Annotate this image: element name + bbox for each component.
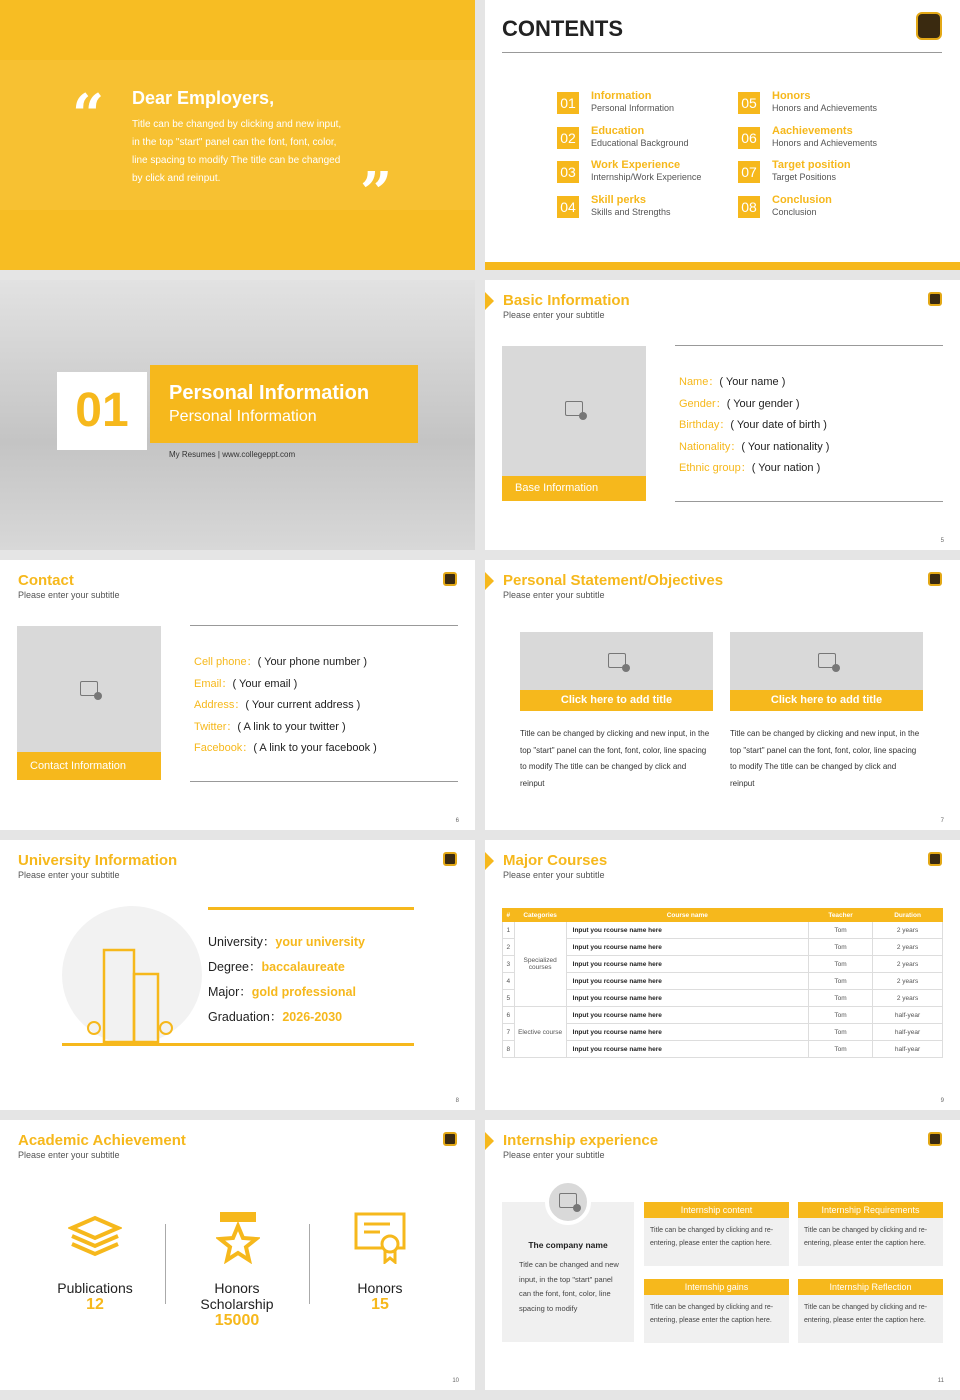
contents-item-subtitle: Educational Background xyxy=(591,137,689,148)
row-number: 6 xyxy=(503,1007,515,1024)
page-number: 5 xyxy=(940,538,944,544)
table-header-cell: Teacher xyxy=(809,909,873,922)
slide-subtitle: Please enter your subtitle xyxy=(503,870,605,880)
row-number: 2 xyxy=(503,939,515,956)
contents-item-subtitle: Honors and Achievements xyxy=(772,137,878,148)
field-value[interactable]: ( Your date of birth ) xyxy=(730,419,827,431)
achievement-item xyxy=(182,1280,292,1330)
slide-section-01[interactable] xyxy=(0,280,475,550)
university-row xyxy=(208,930,365,955)
contents-item-title: Target position xyxy=(772,159,851,171)
duration-cell: 2 years xyxy=(873,990,943,1007)
teacher-cell: Tom xyxy=(809,1024,873,1041)
duration-cell: half-year xyxy=(873,1024,943,1041)
row-value: your university xyxy=(275,935,365,949)
section-number: 01 xyxy=(57,372,147,450)
contents-item-subtitle: Internship/Work Experience xyxy=(591,172,702,182)
lion-logo-icon xyxy=(443,852,457,866)
row-value: baccalaureate xyxy=(261,960,345,974)
table-row xyxy=(503,1024,943,1041)
row-value: 2026-2030 xyxy=(282,1010,343,1024)
slide-subtitle: Please enter your subtitle xyxy=(18,870,120,880)
lion-logo-icon xyxy=(443,1132,457,1146)
field-row xyxy=(679,372,859,394)
books-icon xyxy=(68,1214,122,1260)
contents-item-number: 07 xyxy=(738,161,760,183)
achievement-label: Publications xyxy=(57,1280,133,1296)
caption-bar: Contact Information xyxy=(17,752,161,780)
table-row xyxy=(503,990,943,1007)
card-image-placeholder[interactable] xyxy=(730,632,923,690)
field-label: Gender： xyxy=(679,397,727,410)
add-image-icon xyxy=(608,653,626,668)
slide-dear-employers[interactable] xyxy=(0,0,475,270)
row-number: 3 xyxy=(503,956,515,973)
open-quote-icon: “ xyxy=(72,82,105,148)
teacher-cell: Tom xyxy=(809,990,873,1007)
company-text: Title can be changed and new input, in the top "start" panel can the font, font, color, line spacing to modify xyxy=(519,1260,619,1313)
table-header-row xyxy=(503,909,943,922)
page-number: 10 xyxy=(452,1378,459,1384)
card-text: Title can be changed by clicking and new input, in the top "start" panel can the font, font, color, line spacing to modify The title can be changed by click and reinput xyxy=(520,729,710,788)
field-value[interactable]: ( Your phone number ) xyxy=(257,656,368,668)
course-name-cell[interactable]: Input you rcourse name here xyxy=(566,1007,808,1024)
field-row xyxy=(679,415,859,437)
field-label: Cell phone： xyxy=(194,656,258,668)
contents-item-title: Work Experience xyxy=(591,159,681,171)
internship-box-text: Title can be changed by clicking and re-entering, please enter the caption here. xyxy=(650,1227,774,1247)
field-label: Nationality： xyxy=(679,440,742,453)
field-row xyxy=(679,437,859,459)
lion-logo-icon xyxy=(928,572,942,586)
close-quote-icon: ” xyxy=(360,160,393,226)
field-row xyxy=(194,674,454,696)
slide-academic-achievement[interactable] xyxy=(0,1120,475,1390)
divider xyxy=(165,1224,166,1304)
achievement-label: Honors xyxy=(357,1280,403,1296)
company-name: The company name xyxy=(528,1240,608,1250)
title-arrow-icon xyxy=(485,852,494,870)
top-rule xyxy=(208,907,414,910)
company-logo-placeholder[interactable] xyxy=(545,1179,591,1225)
slide-internship-experience[interactable] xyxy=(485,1120,960,1390)
field-row xyxy=(194,652,454,674)
teacher-cell: Tom xyxy=(809,956,873,973)
divider xyxy=(190,625,458,626)
teacher-cell: Tom xyxy=(809,1041,873,1058)
building-icon xyxy=(80,940,180,1046)
lion-logo-icon xyxy=(916,12,942,40)
contents-item-title: Information xyxy=(591,90,652,102)
slide-subtitle: Please enter your subtitle xyxy=(18,1150,120,1160)
page-number: 7 xyxy=(940,818,944,824)
duration-cell: 2 years xyxy=(873,973,943,990)
course-name-cell[interactable]: Input you rcourse name here xyxy=(566,1041,808,1058)
table-row xyxy=(503,1041,943,1058)
internship-box xyxy=(644,1279,789,1343)
row-value: gold professional xyxy=(251,985,356,999)
certificate-icon xyxy=(354,1212,406,1264)
slide-subtitle: Please enter your subtitle xyxy=(18,590,120,600)
field-row xyxy=(679,394,859,416)
divider xyxy=(190,781,458,782)
slide-heading: Dear Employers, xyxy=(132,88,275,108)
duration-cell: half-year xyxy=(873,1007,943,1024)
title-arrow-icon xyxy=(485,292,494,310)
slide-subtitle: Please enter your subtitle xyxy=(503,310,605,320)
add-image-icon xyxy=(80,681,98,696)
internship-box-title: Internship gains xyxy=(644,1279,789,1295)
row-number: 4 xyxy=(503,973,515,990)
divider xyxy=(309,1224,310,1304)
field-value[interactable]: ( Your gender ) xyxy=(726,397,800,410)
field-value[interactable]: ( Your name ) xyxy=(719,376,786,388)
card-text: Title can be changed by clicking and new input, in the top "start" panel can the font, font, color, line spacing to modify The title can be changed by click and reinput xyxy=(730,729,920,788)
internship-box-title: Internship Reflection xyxy=(798,1279,943,1295)
course-name-cell[interactable]: Input you rcourse name here xyxy=(566,973,808,990)
row-number: 1 xyxy=(503,922,515,939)
field-value[interactable]: ( A link to your facebook ) xyxy=(253,742,377,754)
field-label: Ethnic group： xyxy=(679,462,752,474)
university-row xyxy=(208,955,365,980)
internship-box xyxy=(798,1202,943,1266)
course-name-cell[interactable]: Input you rcourse name here xyxy=(566,1024,808,1041)
course-name-cell[interactable]: Input you rcourse name here xyxy=(566,939,808,956)
field-value[interactable]: ( A link to your twitter ) xyxy=(237,720,346,733)
contents-item-number: 01 xyxy=(557,92,579,114)
table-header-cell: Duration xyxy=(873,909,943,922)
slide-contents[interactable] xyxy=(485,0,960,270)
row-label: Graduation： xyxy=(208,1010,283,1024)
teacher-cell: Tom xyxy=(809,1007,873,1024)
image-placeholder[interactable] xyxy=(17,626,161,752)
internship-box-title: Internship content xyxy=(644,1202,789,1218)
table-header-cell: Categories xyxy=(514,909,566,922)
lion-logo-icon xyxy=(443,572,457,586)
slide-personal-statement[interactable] xyxy=(485,560,960,830)
add-image-icon xyxy=(818,653,836,668)
achievement-label: Honors Scholarship xyxy=(200,1280,274,1312)
university-row xyxy=(208,980,365,1005)
table-row xyxy=(503,1007,943,1024)
contents-item-number: 03 xyxy=(557,161,579,183)
slide-body: Title can be changed by clicking and new input, in the top "start" panel can the font, font, color, line spacing to modify The title can be changed by click and reinput. xyxy=(132,119,342,184)
field-label: Email： xyxy=(194,677,233,690)
duration-cell: 2 years xyxy=(873,922,943,939)
contents-item-number: 08 xyxy=(738,196,760,218)
duration-cell: half-year xyxy=(873,1041,943,1058)
field-row xyxy=(194,717,454,739)
slide-subtitle: Please enter your subtitle xyxy=(503,1150,605,1160)
contents-item-number: 05 xyxy=(738,92,760,114)
course-name-cell[interactable]: Input you rcourse name here xyxy=(566,990,808,1007)
field-value[interactable]: ( Your current address ) xyxy=(245,699,361,711)
category-cell: Specialized courses xyxy=(514,922,566,1007)
table-header-cell: Course name xyxy=(566,909,808,922)
slide-title: Personal Statement/Objectives xyxy=(503,572,724,589)
divider xyxy=(675,345,943,346)
title-arrow-icon xyxy=(485,1132,494,1150)
contents-item-title: Conclusion xyxy=(772,193,832,206)
bottom-rule xyxy=(62,1043,414,1046)
internship-box-text: Title can be changed by clicking and re-entering, please enter the caption here. xyxy=(804,1304,928,1324)
section-title: Personal Information xyxy=(169,382,370,404)
field-row xyxy=(194,738,454,760)
card-title-button[interactable]: Click here to add title xyxy=(520,690,713,711)
slide-title: Academic Achievement xyxy=(18,1132,186,1149)
row-label: Major： xyxy=(208,985,252,999)
internship-box-text: Title can be changed by clicking and re-entering, please enter the caption here. xyxy=(804,1227,928,1247)
field-value[interactable]: ( Your email ) xyxy=(232,677,298,690)
internship-box xyxy=(644,1202,789,1266)
slide-basic-information[interactable] xyxy=(485,280,960,550)
row-number: 5 xyxy=(503,990,515,1007)
card-image-placeholder[interactable] xyxy=(520,632,713,690)
field-value[interactable]: ( Your nation ) xyxy=(751,462,821,474)
field-label: Address： xyxy=(194,699,246,711)
field-label: Name： xyxy=(679,376,720,388)
teacher-cell: Tom xyxy=(809,922,873,939)
contents-title: CONTENTS xyxy=(502,16,623,41)
field-value[interactable]: ( Your nationality ) xyxy=(741,440,830,453)
contents-item-title: Skill perks xyxy=(591,193,647,206)
table-row xyxy=(503,956,943,973)
courses-table xyxy=(502,908,943,1058)
contents-item-number: 04 xyxy=(557,196,579,218)
university-row xyxy=(208,1005,365,1030)
field-row xyxy=(679,458,859,480)
row-number: 8 xyxy=(503,1041,515,1058)
achievement-item xyxy=(325,1280,435,1314)
contents-item-number: 06 xyxy=(738,127,760,149)
slide-subtitle: Please enter your subtitle xyxy=(503,590,605,600)
page-number: 8 xyxy=(455,1098,459,1104)
add-image-icon xyxy=(565,401,583,416)
category-cell: Elective course xyxy=(514,1007,566,1058)
achievement-item xyxy=(40,1280,150,1314)
image-placeholder[interactable] xyxy=(502,346,646,476)
internship-box xyxy=(798,1279,943,1343)
contents-item-title: Aachievements xyxy=(772,124,853,137)
medal-star-icon xyxy=(216,1210,260,1264)
contents-item-subtitle: Personal Information xyxy=(591,103,675,113)
table-row xyxy=(503,922,943,939)
field-row xyxy=(194,695,454,717)
course-name-cell[interactable]: Input you rcourse name here xyxy=(566,922,808,939)
internship-box-text: Title can be changed by clicking and re-entering, please enter the caption here. xyxy=(650,1304,774,1324)
row-label: University： xyxy=(208,935,276,949)
divider xyxy=(675,501,943,502)
achievement-value: 12 xyxy=(86,1296,104,1313)
page-number: 6 xyxy=(455,818,459,824)
lion-logo-icon xyxy=(928,292,942,306)
slide-university-information[interactable] xyxy=(0,840,475,1110)
contents-item-title: Honors xyxy=(772,90,811,102)
bottom-bar xyxy=(485,262,960,270)
contents-item-subtitle: Target Positions xyxy=(772,172,837,182)
add-image-icon xyxy=(559,1193,577,1208)
duration-cell: 2 years xyxy=(873,939,943,956)
slide-contact[interactable] xyxy=(0,560,475,830)
course-name-cell[interactable]: Input you rcourse name here xyxy=(566,956,808,973)
lion-logo-icon xyxy=(928,852,942,866)
field-label: Facebook： xyxy=(194,742,254,754)
slide-title: Basic Information xyxy=(503,292,630,309)
page-number: 11 xyxy=(937,1378,944,1384)
row-label: Degree： xyxy=(208,960,262,974)
basic-fields xyxy=(679,372,859,480)
caption-bar: Base Information xyxy=(502,476,646,501)
lion-logo-icon xyxy=(928,1132,942,1146)
field-label: Twitter： xyxy=(194,720,238,733)
table-header-cell: # xyxy=(503,909,515,922)
contact-fields xyxy=(194,652,454,760)
field-label: Birthday： xyxy=(679,419,731,431)
slide-major-courses[interactable] xyxy=(485,840,960,1110)
table-row xyxy=(503,939,943,956)
row-number: 7 xyxy=(503,1024,515,1041)
internship-box-title: Internship Requirements xyxy=(798,1202,943,1218)
table-row xyxy=(503,973,943,990)
slide-title: Internship experience xyxy=(503,1132,659,1149)
university-rows xyxy=(208,930,365,1030)
contents-item-subtitle: Conclusion xyxy=(772,206,817,217)
contents-item-number: 02 xyxy=(557,127,579,149)
contents-item-subtitle: Skills and Strengths xyxy=(591,206,671,217)
card-title-button[interactable]: Click here to add title xyxy=(730,690,923,711)
slide-title: Contact xyxy=(18,572,74,589)
slide-title: University Information xyxy=(18,852,178,869)
section-footer: My Resumes | www.collegeppt.com xyxy=(169,450,296,459)
teacher-cell: Tom xyxy=(809,973,873,990)
achievement-value: 15000 xyxy=(214,1312,260,1329)
contents-item-subtitle: Honors and Achievements xyxy=(772,103,878,113)
section-subtitle: Personal Information xyxy=(169,408,317,425)
achievement-value: 15 xyxy=(371,1296,389,1313)
teacher-cell: Tom xyxy=(809,939,873,956)
contents-item-title: Education xyxy=(591,124,645,137)
slide-title: Major Courses xyxy=(503,852,608,869)
page-number: 9 xyxy=(940,1098,944,1104)
title-arrow-icon xyxy=(485,572,494,590)
duration-cell: 2 years xyxy=(873,956,943,973)
divider xyxy=(502,52,942,53)
